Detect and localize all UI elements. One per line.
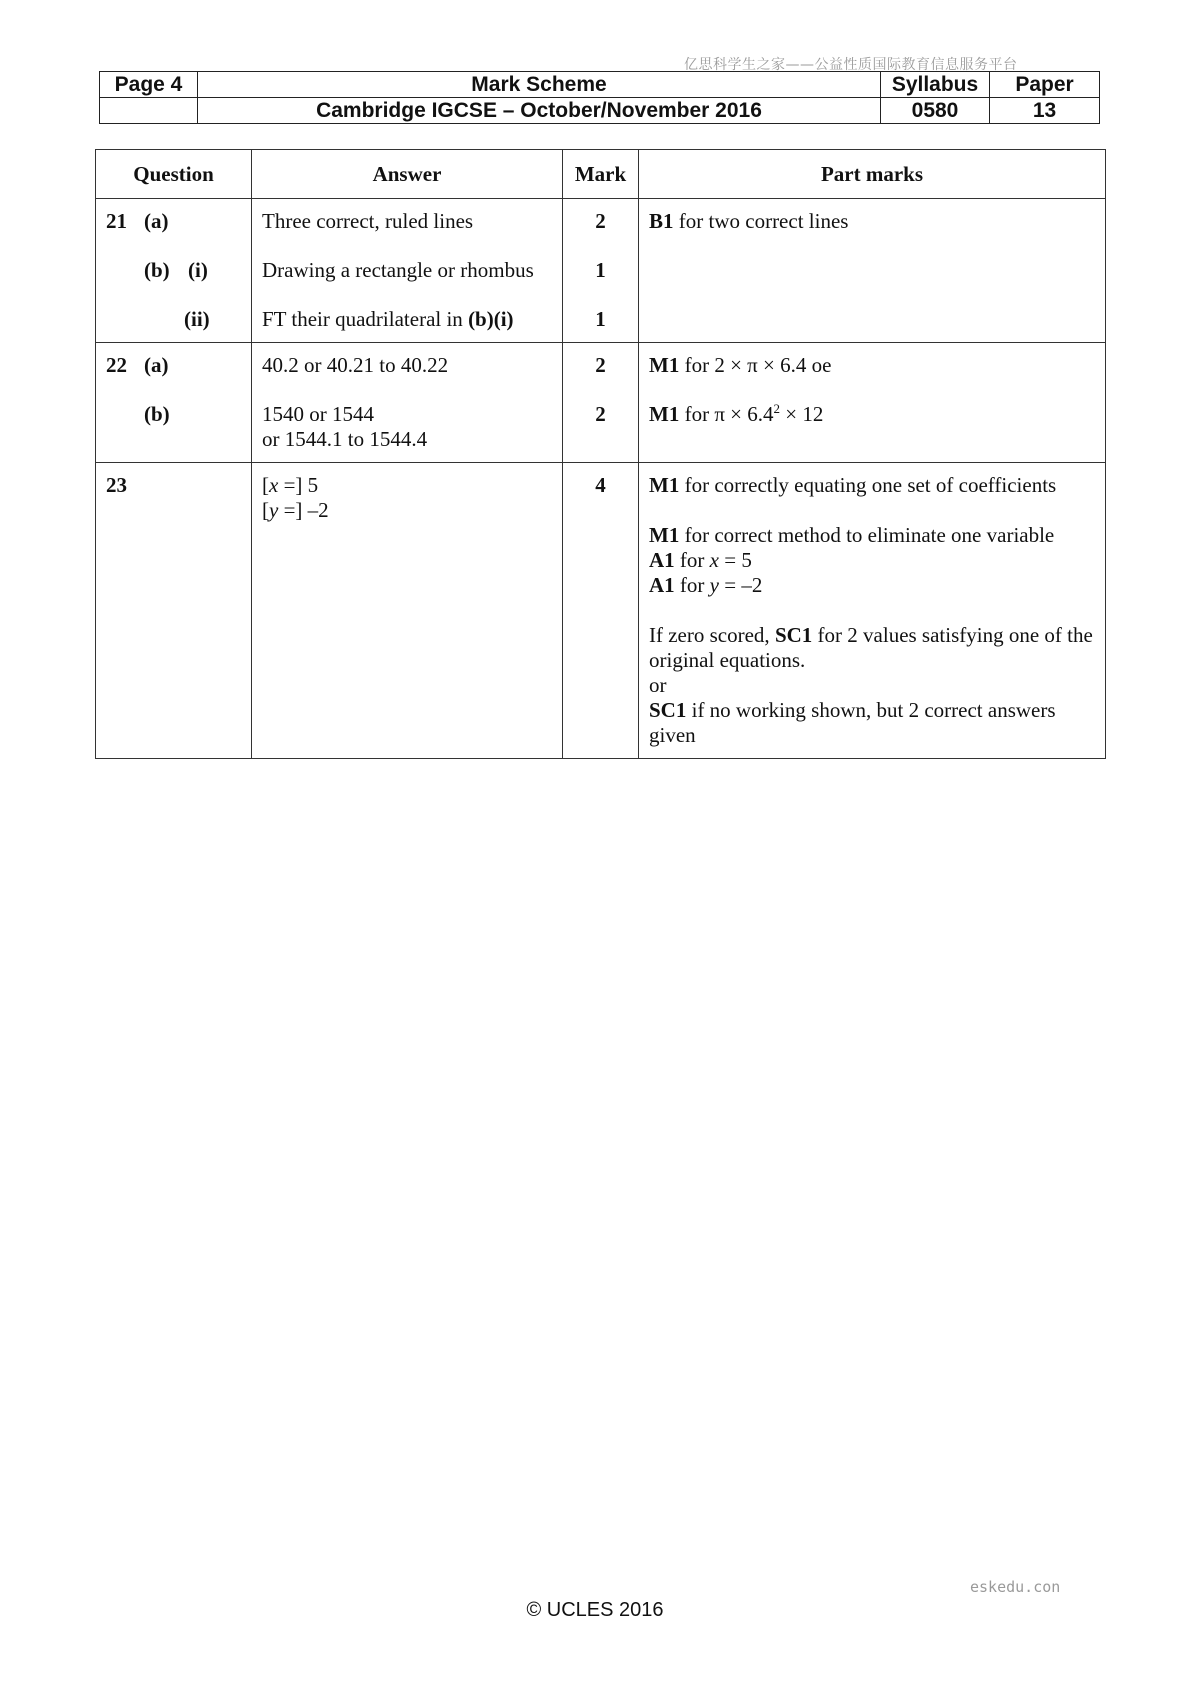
mark-value: 2	[595, 353, 606, 377]
question-cell-22	[96, 343, 252, 463]
copyright-footer: © UCLES 2016	[526, 1599, 664, 1621]
page-header-table	[99, 71, 1100, 124]
mark-value: 2	[595, 402, 606, 426]
mark-value: 2	[595, 209, 606, 233]
syllabus-label: Syllabus	[881, 72, 990, 98]
part-label: (b)	[144, 258, 170, 282]
answer-text: or 1544.1 to 1544.4	[262, 427, 428, 451]
part-label: (a)	[144, 209, 169, 233]
part-mark-note: B1 for two correct lines	[649, 209, 849, 233]
mark-value: 4	[595, 473, 606, 497]
part-marks-cell-21	[639, 199, 1106, 343]
mark-value: 1	[595, 258, 606, 282]
question-number: 23	[106, 473, 127, 497]
answer-cell-22	[252, 343, 563, 463]
paper-number: 13	[990, 98, 1100, 124]
mark-value: 1	[595, 307, 606, 331]
column-header-part-marks: Part marks	[639, 150, 1106, 199]
exam-subtitle: Cambridge IGCSE – October/November 2016	[198, 98, 881, 124]
question-cell-21	[96, 199, 252, 343]
part-mark-note: M1 for correctly equating one set of coefficients	[649, 473, 1057, 497]
watermark-top: 亿思科学生之家——公益性质国际教育信息服务平台	[684, 57, 1018, 73]
question-number: 21	[106, 209, 127, 233]
mark-cell-21	[563, 199, 639, 343]
part-mark-note: If zero scored, SC1 for 2 values satisfying one of the original equations.	[649, 623, 1093, 672]
column-header-mark: Mark	[563, 150, 639, 199]
answer-text: FT their quadrilateral in (b)(i)	[262, 307, 514, 331]
table-header-row	[96, 150, 1106, 199]
part-mark-note: A1 for y = –2	[649, 573, 763, 597]
column-header-answer: Answer	[252, 150, 563, 199]
answer-text: 40.2 or 40.21 to 40.22	[262, 353, 449, 377]
part-mark-note: A1 for x = 5	[649, 548, 752, 572]
answer-cell-21	[252, 199, 563, 343]
mark-scheme-table	[95, 149, 1106, 759]
part-mark-note: M1 for correct method to eliminate one variable	[649, 523, 1055, 547]
part-marks-cell-22	[639, 343, 1106, 463]
part-label: (b)	[144, 402, 170, 426]
question-cell-23	[96, 463, 252, 759]
page-number: Page 4	[100, 72, 198, 98]
part-marks-cell-23	[639, 463, 1106, 759]
mark-cell-23	[563, 463, 639, 759]
part-mark-note: SC1 if no working shown, but 2 correct answers given	[649, 698, 1056, 747]
header-empty-cell	[100, 98, 198, 124]
part-mark-note: or	[649, 673, 667, 697]
answer-cell-23	[252, 463, 563, 759]
answer-text: 1540 or 1544	[262, 402, 374, 426]
part-mark-note: M1 for $\pi \times 6.4^2 \times 12$	[649, 401, 824, 426]
answer-text: [x =] 5	[262, 473, 319, 497]
column-header-question: Question	[96, 150, 252, 199]
watermark-bottom: eskedu.con	[970, 1578, 1061, 1596]
subpart-label: (i)	[188, 258, 208, 282]
table-row	[96, 463, 1106, 759]
mark-cell-22	[563, 343, 639, 463]
question-number: 22	[106, 353, 127, 377]
part-mark-note: M1 for 2 × π × 6.4 oe	[649, 353, 832, 377]
part-label: (a)	[144, 353, 169, 377]
answer-text: Drawing a rectangle or rhombus	[262, 258, 534, 282]
document-title: Mark Scheme	[198, 72, 881, 98]
answer-text: Three correct, ruled lines	[262, 209, 474, 233]
subpart-label: (ii)	[184, 307, 210, 331]
table-row	[96, 199, 1106, 343]
answer-text: [y =] –2	[262, 498, 329, 522]
table-row	[96, 343, 1106, 463]
paper-label: Paper	[990, 72, 1100, 98]
syllabus-code: 0580	[881, 98, 990, 124]
